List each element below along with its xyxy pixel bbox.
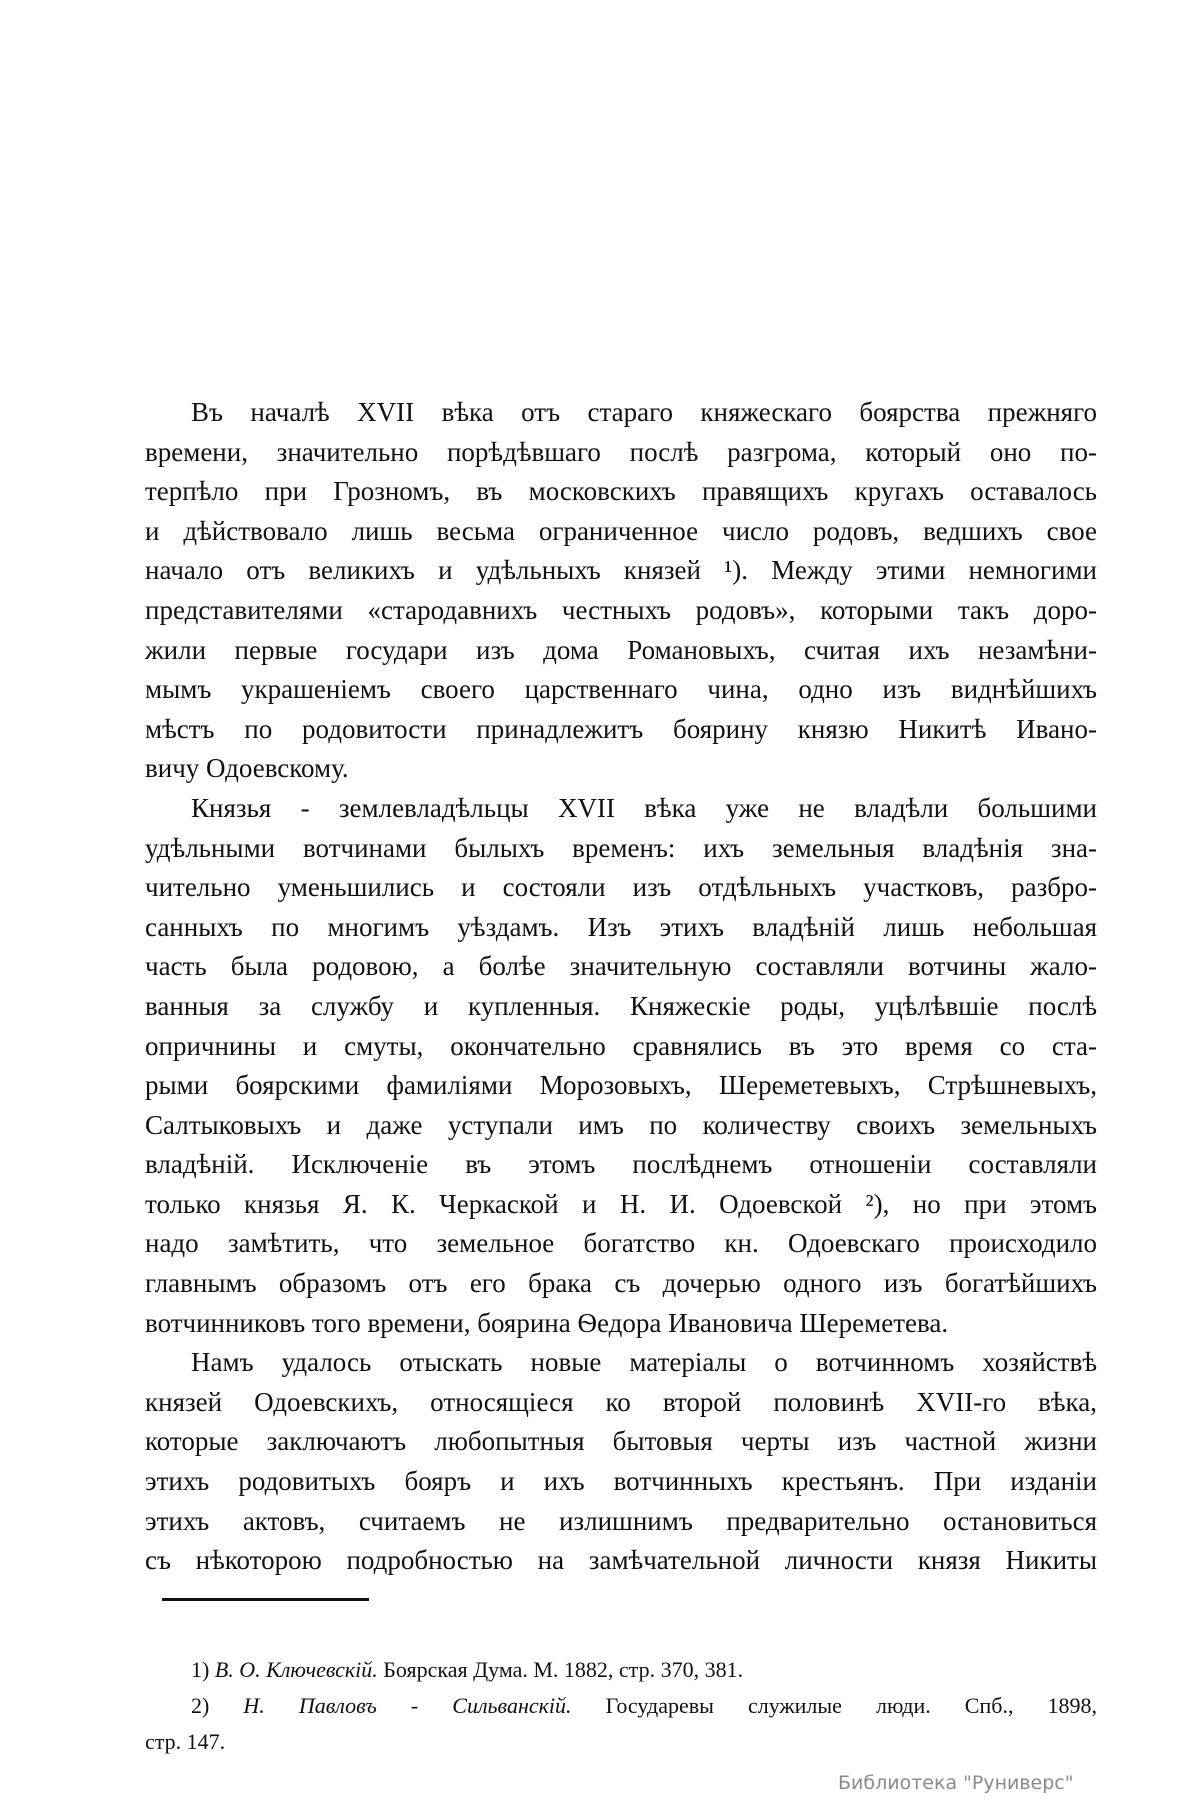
text-line: этихъ родовитыхъ бояръ и ихъ вотчинныхъ крестьянъ. При изданіи [145, 1466, 1097, 1497]
text-line: удѣльными вотчинами былыхъ временъ: ихъ земельныя владѣнія зна- [145, 832, 1097, 863]
text-line: представителями «стародавнихъ честныхъ родовъ», которыми такъ доро- [145, 594, 1097, 625]
text-line: Намъ удалось отыскать новые матеріалы о вотчинномъ хозяйствѣ [191, 1347, 1097, 1378]
library-watermark: Библиотека "Руниверс" [838, 1772, 1074, 1794]
footnote-text: Государевы служилые люди. Спб., 1898, [605, 1693, 1098, 1718]
body-text [145, 393, 1097, 1581]
text-line: рыми боярскими фамиліями Морозовыхъ, Шереметевыхъ, Стрѣшневыхъ, [145, 1070, 1097, 1101]
text-line: Салтыковыхъ и даже уступали имъ по количеству своихъ земельныхъ [145, 1109, 1097, 1140]
footnotes [145, 1652, 1097, 1760]
footnote-divider [162, 1598, 369, 1601]
text-line: Князья - землевладѣльцы XVII вѣка уже не владѣли большими [191, 792, 1097, 823]
text-line: Въ началѣ XVII вѣка отъ стараго княжескаго боярства прежняго [191, 397, 1097, 427]
footnote-text: Боярская Дума. М. 1882, стр. 370, 381. [383, 1657, 744, 1682]
footnote-2-continuation: стр. 147. [145, 1729, 226, 1754]
text-line: съ нѣкоторою подробностью на замѣчательной личности князя Никиты [145, 1545, 1097, 1576]
text-line: главнымъ образомъ отъ его брака съ дочерью одного изъ богатѣйшихъ [145, 1268, 1097, 1299]
text-line: этихъ актовъ, считаемъ не излишнимъ предварительно остановиться [145, 1505, 1097, 1536]
footnote-author: Н. Павловъ - Сильванскій. [243, 1693, 572, 1718]
text-line: опричнины и смуты, окончательно сравнялись въ это время со ста- [145, 1030, 1097, 1061]
text-line: только князья Я. К. Черкаской и Н. И. Одоевской ²), но при этомъ [145, 1188, 1097, 1219]
footnote-author: В. О. Ключевскій. [214, 1657, 378, 1682]
text-line: ванныя за службу и купленныя. Княжескіе роды, уцѣлѣвшіе послѣ [145, 990, 1097, 1021]
text-line: которые заключаютъ любопытныя бытовыя черты изъ частной жизни [145, 1426, 1097, 1457]
text-line: мѣстъ по родовитости принадлежитъ боярину князю Никитѣ Ивано- [145, 713, 1097, 744]
footnote-mark: 1) [191, 1657, 210, 1682]
text-line: времени, значительно порѣдѣвшаго послѣ разгрома, который оно по- [145, 436, 1097, 467]
text-line: чительно уменьшились и состояли изъ отдѣльныхъ участковъ, разбро- [145, 872, 1097, 903]
text-line: мымъ украшеніемъ своего царственнаго чина, одно изъ виднѣйшихъ [145, 674, 1097, 705]
text-line: князей Одоевскихъ, относящіеся ко второй половинѣ XVII-го вѣка, [145, 1386, 1097, 1417]
text-line: жили первые государи изъ дома Романовыхъ, считая ихъ незамѣни- [145, 634, 1097, 665]
text-line: вотчинниковъ того времени, боярина Ѳедора Ивановича Шереметева. [145, 1307, 949, 1338]
text-line: санныхъ по многимъ уѣздамъ. Изъ этихъ владѣній лишь небольшая [145, 911, 1097, 942]
text-line: надо замѣтить, что земельное богатство кн. Одоевскаго происходило [145, 1228, 1097, 1259]
text-line: начало отъ великихъ и удѣльныхъ князей ¹). Между этими немногими [145, 555, 1097, 586]
text-line: терпѣло при Грозномъ, въ московскихъ правящихъ кругахъ оставалось [145, 476, 1097, 507]
footnote-mark: 2) [191, 1693, 210, 1718]
footnote-1 [145, 1652, 1097, 1688]
text-line: вичу Одоевскому. [145, 753, 349, 784]
footnote-2 [145, 1688, 1097, 1724]
text-line: часть была родовою, а болѣе значительную составляли вотчины жало- [145, 951, 1097, 982]
text-line: владѣній. Исключеніе въ этомъ послѣднемъ отношеніи составляли [145, 1149, 1097, 1180]
text-line: и дѣйствовало лишь весьма ограниченное число родовъ, ведшихъ свое [145, 515, 1097, 546]
